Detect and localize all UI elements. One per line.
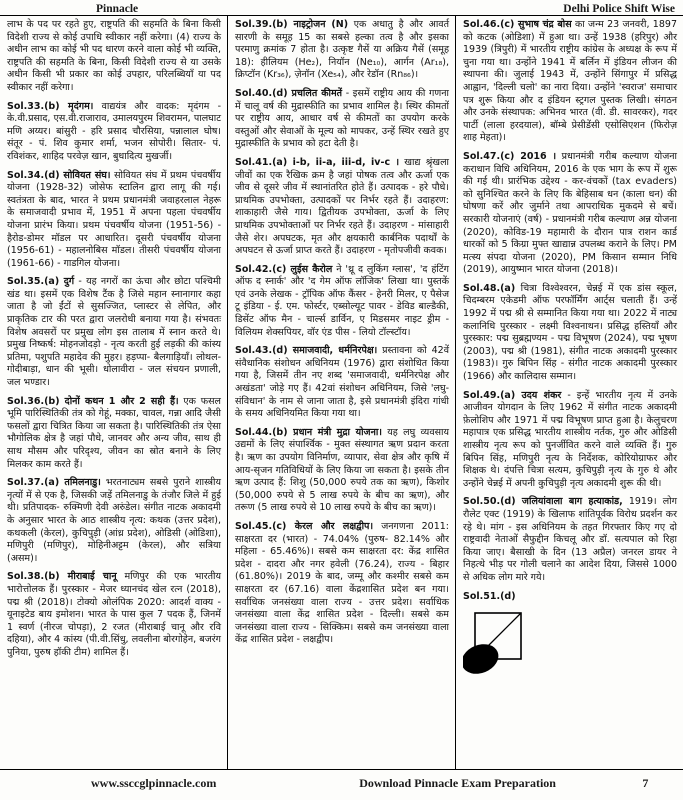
sol-46: Sol.46.(c) सुभाष चंद्र बोस का जन्म 23 जनवरी, 1897 को कटक (ओडिशा) में हुआ था। उन्हें 1938 (हरिपुर) और 1939 (त्रिपुरी) में भारतीय राष्ट्रीय कांग्रेस के अध्यक्ष के रूप में चुना गया था। उन्होंने 1941 में बर्लिन में इंडियन लीजन की स्थापना की। जुलाई 1943 में, उन्होंने सिंगापुर में प्रसिद्ध आह्वान, 'दिल्ली चलो' का नारा दिया। उन्होंने 'स्वराज' समाचार पत्र शुरू किया और द इंडियन स्ट्रगल पुस्तक लिखी। संगठन और उनके संस्थापक: अभिनव भारत (वी. डी. सावरकर), गदर पार्टी (लाला हरदयाल), बॉम्बे प्रेसीडेंसी एसोसिएशन (फिरोज़ शाह मेहता)। xyxy=(463,19,677,144)
footer-center-text: Download Pinnacle Exam Preparation xyxy=(359,775,556,790)
footer-website: www.ssccglpinnacle.com xyxy=(91,775,217,790)
sol-38: Sol.38.(b) मीराबाई चानू मणिपुर की एक भारतीय भारोत्तोलक हैं। पुरस्कार - मेजर ध्यानचंद खेल रत्न (2018), पद्म श्री (2018)। टोक्यो ओलंपिक 2020: आदर्श वाक्य - यूनाइटेड बाय इमोशन। भारत के पास कुल 7 पदक हैं, जिनमें 1 स्वर्ण (नीरज चोपड़ा), 2 रजत (मीराबाई चानू और रवि दहिया), और 4 कांस्य (पी.वी.सिंधु, लवलीना बोरगोहेन, बजरंग पुनिया, पुरुष हॉकी टीम) शामिल हैं। xyxy=(7,571,221,658)
square-diagonal-blob-figure xyxy=(463,607,535,675)
sol-41: Sol.41.(a) i-b, ii-a, iii-d, iv-c । खाद्य श्रृंखला जीवों का एक रैखिक क्रम है जहां पोषक तत्व और ऊर्जा एक जीव से दूसरे जीव में स्थानांतरित होते हैं। उत्पादक - हरे पौधे। प्राथमिक उपभोक्ता, उत्पादकों पर निर्भर रहते हैं। उदाहरण: शाकाहारी जैसे गाय। द्वितीयक उपभोक्ता, ऊर्जा के लिए प्राथमिक उपभोक्ताओं पर निर्भर रहते हैं। उदाहरण - मांसाहारी जैसे शेर। अपघटक, मृत और क्षयकारी कार्बनिक पदार्थों के अपघटन से ऊर्जा प्राप्त करते हैं। उदाहरण - मृतोपजीवी कवक। xyxy=(235,156,449,257)
sol-39: Sol.39.(b) नाइट्रोजन (N) एक अधातु है और आवर्त सारणी के समूह 15 का सबसे हल्का तत्व है और इसका परमाणु क्रमांक 7 होता है। उत्कृष्ट गैसें या अक्रिय गैसें (समूह 18): हीलियम (He₂), नियॉन (Ne₁₀), आर्गन (Ar₁₈), क्रिप्टॉन (Kr₃₆), ज़ेनॉन (Xe₅₄), और रेडॉन (Rn₈₆)। xyxy=(235,19,449,81)
column-2 xyxy=(227,16,455,769)
sol-45: Sol.45.(c) केरल और लक्षद्वीप। जनगणना 2011: साक्षरता दर (भारत) - 74.04% (पुरुष- 82.14% और महिला - 65.46%)। सबसे कम साक्षरता दर: केंद्र शासित प्रदेश - दादरा और नगर हवेली (76.24), राज्य - बिहार (61.80%)। 2019 के बाद, जम्मू और कश्मीर सबसे कम साक्षरता दर (67.16) वाला केंद्रशासित प्रदेश बन गया। सर्वाधिक जनसंख्या वाला राज्य - उत्तर प्रदेश। सर्वाधिक जनसंख्या वाला केंद्र शासित प्रदेश - दिल्ली। सबसे कम जनसंख्या वाला राज्य - सिक्किम। सबसे कम जनसंख्या वाला केंद्र शासित प्रदेश - लक्षद्वीप। xyxy=(235,520,449,646)
page-header xyxy=(0,0,683,15)
sol-42: Sol.42.(c) लुईस कैरोल ने 'थ्रू द लुकिंग ग्लास', 'द हंटिंग ऑफ द स्नार्क' और 'द गेम ऑफ लॉजिक' लिखा था। पुस्तकें एवं उनके लेखक - ट्रॉपिक ऑफ कैंसर - हेनरी मिलर, ए पैसेज टू इंडिया - ई. एम. फोर्स्टर, एब्सोल्यूट पावर - डेविड बाल्डैकी, डिसेंट ऑफ मैन - चार्ल्स डार्विन, ए मिडसमर नाइट ड्रीम - विलियम शेक्सपियर, वॉर एंड पीस - लियो टॉल्स्टॉय। xyxy=(235,263,449,338)
column-1 xyxy=(0,16,227,769)
sol-36: Sol.36.(b) दोनों कथन 1 और 2 सही हैं। एक फसल भूमि पारिस्थितिकी तंत्र को गेहूं, मक्का, चावल, गन्ना आदि जैसी फसलों द्वारा चित्रित किया जा सकता है। पारिस्थितिकी तंत्र ऐसा भौगोलिक क्षेत्र है जहां पौधे, जानवर और अन्य जीव, साथ ही साथ मौसम और परिदृश्य, जीवन का स्रोत बनाने के लिए मिलकर काम करते हैं। xyxy=(7,395,221,470)
sol-48: Sol.48.(a) चित्रा विश्वेश्वरन, चेन्नई में एक डांस स्कूल, चिदम्बरम एकेडमी ऑफ परफॉर्मिंग आर्ट्स चलाती हैं। उन्हें 1992 में पद्म श्री से सम्मानित किया गया था। 2022 में नाट्य कलानिधि पुरस्कार - लक्ष्मी विश्वनाथन। प्रसिद्ध हस्तियाँ और पुरस्कार: पद्म सुब्रह्मण्यम - पद्म विभूषण (2024), पद्म भूषण (2003), पद्म श्री (1981), संगीत नाटक अकादमी पुरस्कार (1983)। गुरु बिपिन सिंह - संगीत नाटक अकादमी पुरस्कार (1966) और कालिदास सम्मान। xyxy=(463,282,677,383)
sol-51-figure xyxy=(463,607,677,675)
page-footer xyxy=(0,770,683,796)
column-3 xyxy=(455,16,683,769)
sol-50: Sol.50.(d) जलियांवाला बाग हत्याकांड, 1919। लोग रौलेट एक्ट (1919) के खिलाफ शांतिपूर्वक विरोध प्रदर्शन कर रहे थे। मांग - इस अधिनियम के तहत गिरफ्तार किए गए दो राष्ट्रवादी नेताओं सैफुद्दीन किचलू और डॉ. सत्यपाल को रिहा किया जाए। बैसाखी के दिन (13 अप्रैल) जनरल डायर ने निहत्थे भीड़ पर गोली चलाने का आदेश दिया, जिससे 1000 से अधिक लोग मारे गये। xyxy=(463,496,677,583)
header-brand: Pinnacle xyxy=(96,3,139,15)
sol-34: Sol.34.(d) सोवियत संघ। सोवियत संघ में प्रथम पंचवर्षीय योजना (1928-32) जोसेफ स्टालिन द्वारा लागू की गई। स्वतंत्रता के बाद, भारत ने प्रथम प्रधानमंत्री जवाहरलाल नेहरू के समाजवादी प्रभाव में, 1951 में अपना पहला पंचवर्षीय योजना प्रारंभ किया। प्रथम पंचवर्षीय योजना (1951-56) - हैरोड-डोमर मॉडल पर आधारित। दूसरी पंचवर्षीय योजना (1956-61) - महालनोबिस मॉडल। तीसरी पंचवर्षीय योजना (1961-66) - गाडगिल योजना। xyxy=(7,169,221,269)
sol-43: Sol.43.(d) समाजवादी, धर्मनिरपेक्ष। प्रस्तावना को 42वें संवैधानिक संशोधन अधिनियम (1976) द्वारा संशोधित किया गया है, जिसमें तीन नए शब्द 'समाजवादी, धर्मनिरपेक्ष और अखंडता' जोड़े गए हैं। 42वां संशोधन अधिनियम, जिसे 'लघु-संविधान' के नाम से जाना जाता है, इसे प्रधानमंत्री इंदिरा गांधी के समय अधिनियमित किया गया था। xyxy=(235,345,449,420)
continuation-paragraph: लाभ के पद पर रहते हुए, राष्ट्रपति की सहमति के बिना किसी विदेशी राज्य से कोई उपाधि स्वीकार नहीं करेगा। (4) राज्य के अधीन लाभ का कोई भी पद धारण करने वाला कोई भी व्यक्ति, राष्ट्रपति की सहमति के बिना, किसी विदेशी राज्य से या उसके अधीन किसी भी प्रकार का कोई उपहार, परिलब्धियाँ या पद स्वीकार नहीं करेगा। xyxy=(7,19,221,93)
page-number: 7 xyxy=(642,775,649,790)
sol-51: Sol.51.(d) xyxy=(463,591,677,676)
sol-49: Sol.49.(a) उदय शंकर - इन्हें भारतीय नृत्य में उनके आजीवन योगदान के लिए 1962 में संगीत नाटक अकादमी फ़ेलोशिप और 1971 में पद्म विभूषण प्राप्त हुआ है। केलुचरण महापात्र एक प्रसिद्ध भारतीय शास्त्रीय नर्तक, गुरु और ओडिसी शास्त्रीय नृत्य रूप को पुनर्जीवित करने वाले व्यक्ति हैं। गुरु बिपिन सिंह, मणिपुरी नृत्य के निर्देशक, कोरियोग्राफर और शिक्षक थे। दंपत्ति चित्रा सत्यम, कुचिपुड़ी नृत्य के गुरु थे और उन्होंने चेन्नई में अपनी कुचिपुड़ी नृत्य अकादमी शुरू की थी। xyxy=(463,389,677,489)
sol-33: Sol.33.(b) मृदंगम। वाद्ययंत्र और वादक: मृदंगम - के.वी.प्रसाद, एस.वी.राजाराव, उमालयपुरम शिवरामन, पालघाट मणि अय्यर। बांसुरी - हरि प्रसाद चौरसिया, पन्नालाल घोष। संतूर - पं. शिव कुमार शर्मा, भजन सोपोरी। सितार- पं. रविशंकर, शाहिद परवेज़ खान, बुधादित्य मुखर्जी। xyxy=(7,100,221,162)
content-area xyxy=(0,15,683,770)
sol-44: Sol.44.(b) प्रधान मंत्री मुद्रा योजना। यह लघु व्यवसाय उद्यमों के लिए संपार्श्विक - मुक्त संस्थागत ऋण प्रदान करता है। ऋण का उपयोग विनिर्माण, व्यापार, सेवा क्षेत्र और कृषि में आय-सृजन गतिविधियों के लिए किया जा सकता है। इसके तीन ऋण उत्पाद हैं: शिशु (50,000 रुपये तक का ऋण), किशोर (50,000 रुपये से 5 लाख रुपये के बीच का ऋण), और तरूण (5 लाख रुपये से 10 लाख रुपये के बीच का ऋण)। xyxy=(235,426,449,514)
sol-37: Sol.37.(a) तमिलनाडु। भरतनाट्यम सबसे पुराने शास्त्रीय नृत्यों में से एक है, जिसकी जड़ें तमिलनाडु के तंजौर जिले में हुई थी। प्रतिपादक- रुक्मिणी देवी अरुंडेल। संगीत नाटक अकादमी के अनुसार भारत के आठ शास्त्रीय नृत्य: कथक (उत्तर प्रदेश), कथकली (केरल), कुचिपुड़ी (आंध्र प्रदेश), ओडिसी (ओडिशा), मणिपुरी (मणिपुर), मोहिनीअट्टम (केरल), और सत्रिया (असम)। xyxy=(7,477,221,564)
sol-35: Sol.35.(a) दुर्ग - यह नगरों का ऊंचा और छोटा पश्चिमी खंड था। इसमें एक विशेष टैंक है जिसे महान स्नानागार कहा जाता है जो ईंटों से सुसज्जित, प्लास्टर से लेपित, और प्राकृतिक टार की परत द्वारा जलरोधी बनाया गया है। संभवतः विशेष अवसरों पर प्रमुख लोग इस तालाब में स्नान करते थे। प्रमुख निष्कर्ष: मोहनजोदड़ो - नृत्य करती हुई लड़की की कांस्य प्रतिमा, पशुपति महादेव की मुहर। हड़प्पा- बैलगाड़ियाँ। लोथल- गोदीबाड़ा, धान की भूसी। धोलावीरा - जल संचयन प्रणाली, जल भण्डार। xyxy=(7,276,221,389)
header-section-title: Delhi Police Shift Wise xyxy=(563,3,675,15)
sol-40: Sol.40.(d) प्रचलित कीमतें - इसमें राष्ट्रीय आय की गणना में चालू वर्ष की मुद्रास्फीति का प्रभाव शामिल है। स्थिर कीमतों पर राष्ट्रीय आय, आधार वर्ष से कीमतों का उपयोग करके वस्तुओं और सेवाओं के मूल्य को मापकर, उन्हें स्थिर रखते हुए मुद्रास्फीति के प्रभाव को हटा देती है। xyxy=(235,87,449,150)
sol-47: Sol.47.(c) 2016 । प्रधानमंत्री गरीब कल्याण योजना कराधान विधि अधिनियम, 2016 के एक भाग के रूप में शुरू की गई थी। प्रारंभिक उद्देश्य - कर-वंचकों (tax evaders) को सुनिश्चित करने के लिए कि बेहिसाब धन (काला धन) की घोषणा करें और जुर्माने तथा आपराधिक मुकदमे से बचें। सरकारी योजनाएं (वर्ष) - प्रधानमंत्री गरीब कल्याण अन्न योजना (2020), कोविड-19 महामारी के दौरान पात्र राशन कार्ड धारकों को 5 किग्रा मुफ्त खाद्यान्न उपलब्ध कराने के लिए। PM मत्स्य संपदा योजना (2020), PM किसान सम्मान निधि (2019), आयुष्मान भारत योजना (2018)। xyxy=(463,150,677,276)
